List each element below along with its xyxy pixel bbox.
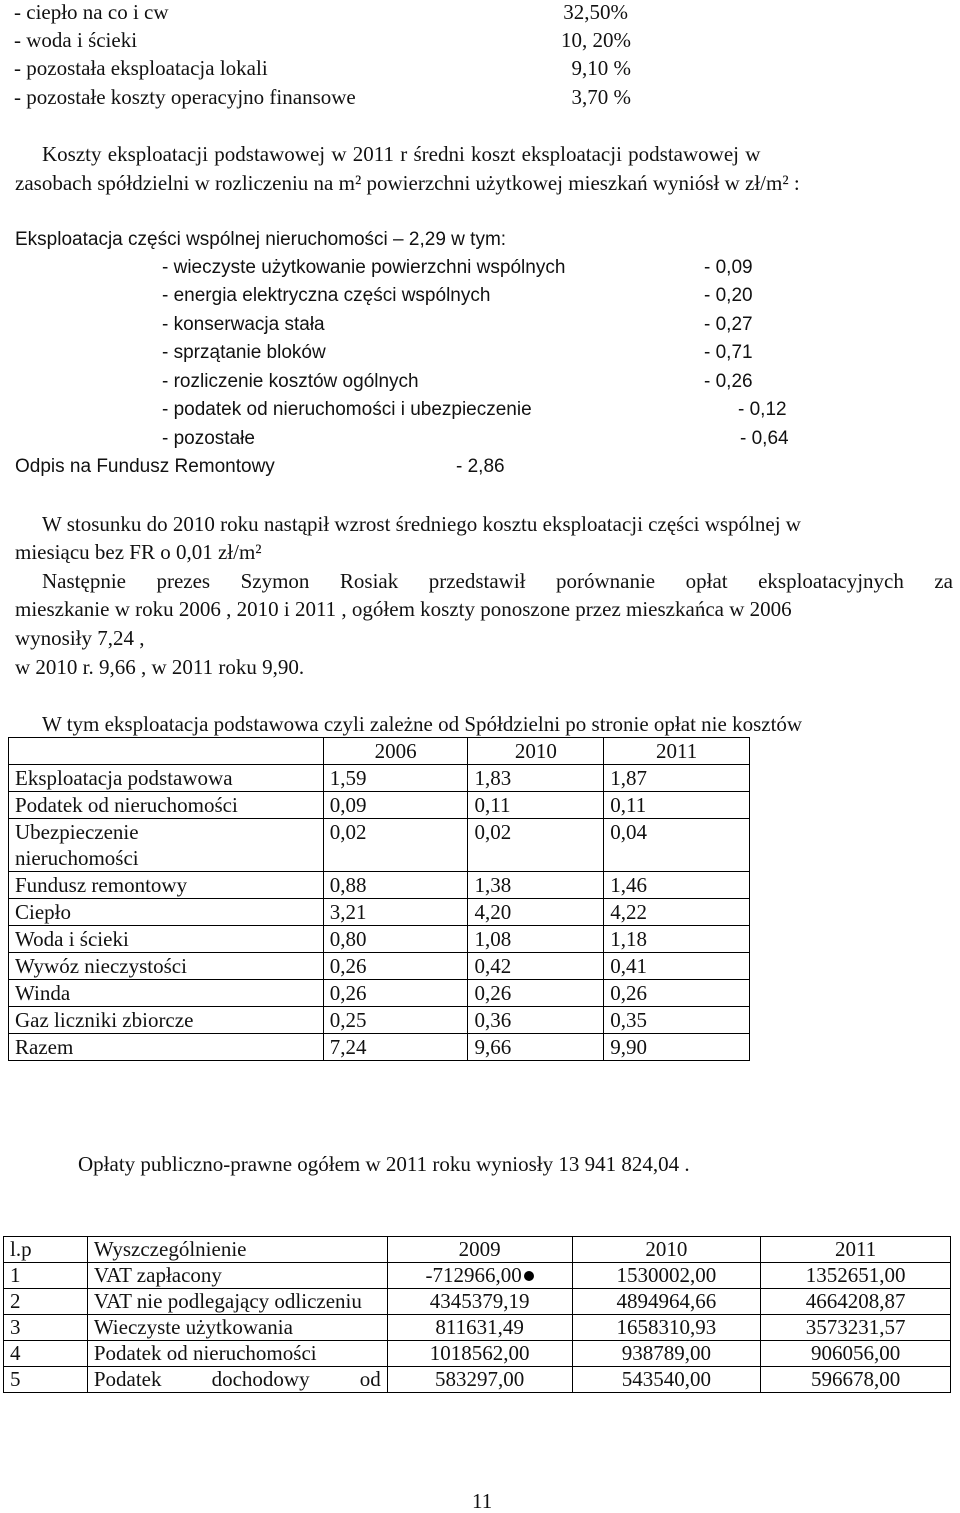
intro-item-label: - woda i ścieki (14, 28, 138, 52)
cell-value: 1,38 (468, 872, 604, 899)
table-row (4, 1315, 951, 1341)
table-header-row (4, 1237, 951, 1263)
table-header-row (9, 738, 750, 765)
cell-value: 0,11 (468, 792, 604, 819)
row-label: Podatek od nieruchomości (9, 792, 324, 819)
intro-item-label: - pozostałe koszty operacyjno finansowe (14, 85, 356, 109)
cell-value (387, 1263, 572, 1289)
cell-value: 4345379,19 (387, 1289, 572, 1315)
para2-line2: miesiącu bez FR o 0,01 zł/m² (15, 540, 262, 564)
cell-value: 3573231,57 (761, 1315, 951, 1341)
cell-value: 0,41 (604, 953, 750, 980)
cell-value: 1,59 (323, 765, 468, 792)
row-label (9, 819, 324, 872)
table-row (4, 1367, 951, 1393)
cost-item-label: - energia elektryczna części wspólnych (162, 285, 491, 306)
row-number: 5 (4, 1367, 88, 1393)
table-row (4, 1289, 951, 1315)
cost-item-label: - rozliczenie kosztów ogólnych (162, 371, 419, 392)
row-number: 2 (4, 1289, 88, 1315)
row-label: Wywóz nieczystości (9, 953, 324, 980)
row-label: Woda i ścieki (9, 926, 324, 953)
cost-item-label: - pozostałe (162, 428, 255, 449)
para1-line1: Koszty eksploatacji podstawowej w 2011 r średni koszt eksploatacji podstawowej w (42, 142, 761, 166)
cell-value: 1,08 (468, 926, 604, 953)
cell-value: 0,25 (323, 1007, 468, 1034)
table-header-cell: 2009 (387, 1237, 572, 1263)
table-row (9, 1007, 750, 1034)
cost-item-value: - 0,26 (704, 371, 753, 392)
table-row (9, 819, 750, 872)
cell-value: 0,02 (468, 819, 604, 872)
row-label: Wieczyste użytkowania (87, 1315, 387, 1341)
row-label-text: VAT nie podlegający odliczeniu (93, 1289, 362, 1313)
cell-value-text: -712966,00 (425, 1263, 522, 1287)
cost-item-value: - 0,20 (704, 285, 753, 306)
table-header-cell: l.p (4, 1237, 88, 1263)
table-header-cell: Wyszczególnienie (87, 1237, 387, 1263)
cell-value: 0,35 (604, 1007, 750, 1034)
para2-line3: Następnie prezes Szymon Rosiak przedstawił porównanie opłat eksploatacyjnych za (42, 569, 953, 593)
cell-value: 4,22 (604, 899, 750, 926)
row-label: Fundusz remontowy (9, 872, 324, 899)
cell-value: 1018562,00 (387, 1341, 572, 1367)
cost-item-value: - 0,09 (704, 257, 753, 278)
table-row (4, 1263, 951, 1289)
table-row (9, 765, 750, 792)
cell-value: 4894964,66 (572, 1289, 761, 1315)
cell-value: 811631,49 (387, 1315, 572, 1341)
cell-value: 1352651,00 (761, 1263, 951, 1289)
cell-value: 0,26 (323, 953, 468, 980)
table1-caption: W tym eksploatacja podstawowa czyli zależne od Spółdzielni po stronie opłat nie kosztów (42, 712, 803, 736)
cell-value: 0,02 (323, 819, 468, 872)
cell-value: 4,20 (468, 899, 604, 926)
table-header-cell (9, 738, 324, 765)
row-label: Razem (9, 1034, 324, 1061)
intro-item-value: 10, 20% (561, 28, 631, 52)
table-row (9, 792, 750, 819)
row-label (87, 1289, 387, 1315)
cell-value: 0,36 (468, 1007, 604, 1034)
cell-value: 0,26 (323, 980, 468, 1007)
row-number: 3 (4, 1315, 88, 1341)
cost-item-label: - wieczyste użytkowanie powierzchni wspólnych (162, 257, 566, 278)
cell-value: 1658310,93 (572, 1315, 761, 1341)
cost-item-value: - 0,64 (740, 428, 789, 449)
cell-value: 1,83 (468, 765, 604, 792)
cell-value: 9,90 (604, 1034, 750, 1061)
row-label: Eksploatacja podstawowa (9, 765, 324, 792)
cost-item-value: - 0,12 (738, 399, 787, 420)
table-row (9, 926, 750, 953)
cell-value: 0,09 (323, 792, 468, 819)
repair-fund-label: Odpis na Fundusz Remontowy (15, 456, 275, 477)
para2-line4: mieszkanie w roku 2006 , 2010 i 2011 , ogółem koszty ponoszone przez mieszkańca w 2006 (15, 597, 792, 621)
table-row (9, 953, 750, 980)
para2-line1: W stosunku do 2010 roku nastąpił wzrost średniego kosztu eksploatacji części wspólnej w (42, 512, 801, 536)
bullet-mark (524, 1271, 534, 1281)
cell-value: 543540,00 (572, 1367, 761, 1393)
cell-value: 1530002,00 (572, 1263, 761, 1289)
para2-line6: w 2010 r. 9,66 , w 2011 roku 9,90. (15, 655, 305, 679)
row-number: 1 (4, 1263, 88, 1289)
intro-item-label: - ciepło na co i cw (14, 0, 169, 24)
page-number: 11 (472, 1489, 493, 1513)
row-label-text: Ubezpieczenie nieruchomości (15, 820, 139, 870)
cell-value: 1,87 (604, 765, 750, 792)
cost-item-label: - konserwacja stała (162, 314, 325, 335)
cell-value: 1,46 (604, 872, 750, 899)
cell-value: 0,26 (604, 980, 750, 1007)
table-header-cell: 2010 (572, 1237, 761, 1263)
cell-value: 0,88 (323, 872, 468, 899)
table-row (9, 899, 750, 926)
cell-value: 596678,00 (761, 1367, 951, 1393)
row-label: VAT zapłacony (87, 1263, 387, 1289)
cell-value: 7,24 (323, 1034, 468, 1061)
cost-comparison-table (8, 737, 750, 1061)
row-label: Ciepło (9, 899, 324, 926)
cell-value: 3,21 (323, 899, 468, 926)
intro-item-value: 3,70 % (571, 85, 631, 109)
common-costs-heading: Eksploatacja części wspólnej nieruchomości – 2,29 w tym: (15, 229, 507, 250)
para1-line2: zasobach spółdzielni w rozliczeniu na m² powierzchni użytkowej mieszkań wyniósł w zł/m² : (15, 171, 800, 195)
cost-item-label: - podatek od nieruchomości i ubezpieczenie (162, 399, 532, 420)
table-header-cell: 2011 (761, 1237, 951, 1263)
row-label: Gaz liczniki zbiorcze (9, 1007, 324, 1034)
cell-value: 0,11 (604, 792, 750, 819)
table-row (9, 980, 750, 1007)
table-header-cell: 2011 (604, 738, 750, 765)
table-header-cell: 2010 (468, 738, 604, 765)
public-fees-text: Opłaty publiczno-prawne ogółem w 2011 roku wyniosły 13 941 824,04 . (78, 1152, 690, 1176)
cell-value: 906056,00 (761, 1341, 951, 1367)
table-row (9, 1034, 750, 1061)
row-label: Podatek od nieruchomości (87, 1341, 387, 1367)
cell-value: 4664208,87 (761, 1289, 951, 1315)
table-row (9, 872, 750, 899)
cell-value: 583297,00 (387, 1367, 572, 1393)
table-row (4, 1341, 951, 1367)
cell-value: 938789,00 (572, 1341, 761, 1367)
cell-value: 0,26 (468, 980, 604, 1007)
cost-item-value: - 0,27 (704, 314, 753, 335)
cell-value: 9,66 (468, 1034, 604, 1061)
repair-fund-value: - 2,86 (456, 456, 505, 477)
cell-value: 0,04 (604, 819, 750, 872)
row-label: Winda (9, 980, 324, 1007)
cell-value: 1,18 (604, 926, 750, 953)
intro-item-value: 32,50% (563, 0, 628, 24)
intro-item-label: - pozostała eksploatacja lokali (14, 56, 268, 80)
cost-item-value: - 0,71 (704, 342, 753, 363)
cost-item-label: - sprzątanie bloków (162, 342, 326, 363)
para2-line5: wynosiły 7,24 , (15, 626, 145, 650)
intro-item-value: 9,10 % (571, 56, 631, 80)
row-number: 4 (4, 1341, 88, 1367)
table-header-cell: 2006 (323, 738, 468, 765)
row-label: Podatek dochodowy od (87, 1367, 387, 1393)
cell-value: 0,80 (323, 926, 468, 953)
cell-value: 0,42 (468, 953, 604, 980)
public-fees-table (3, 1236, 951, 1393)
